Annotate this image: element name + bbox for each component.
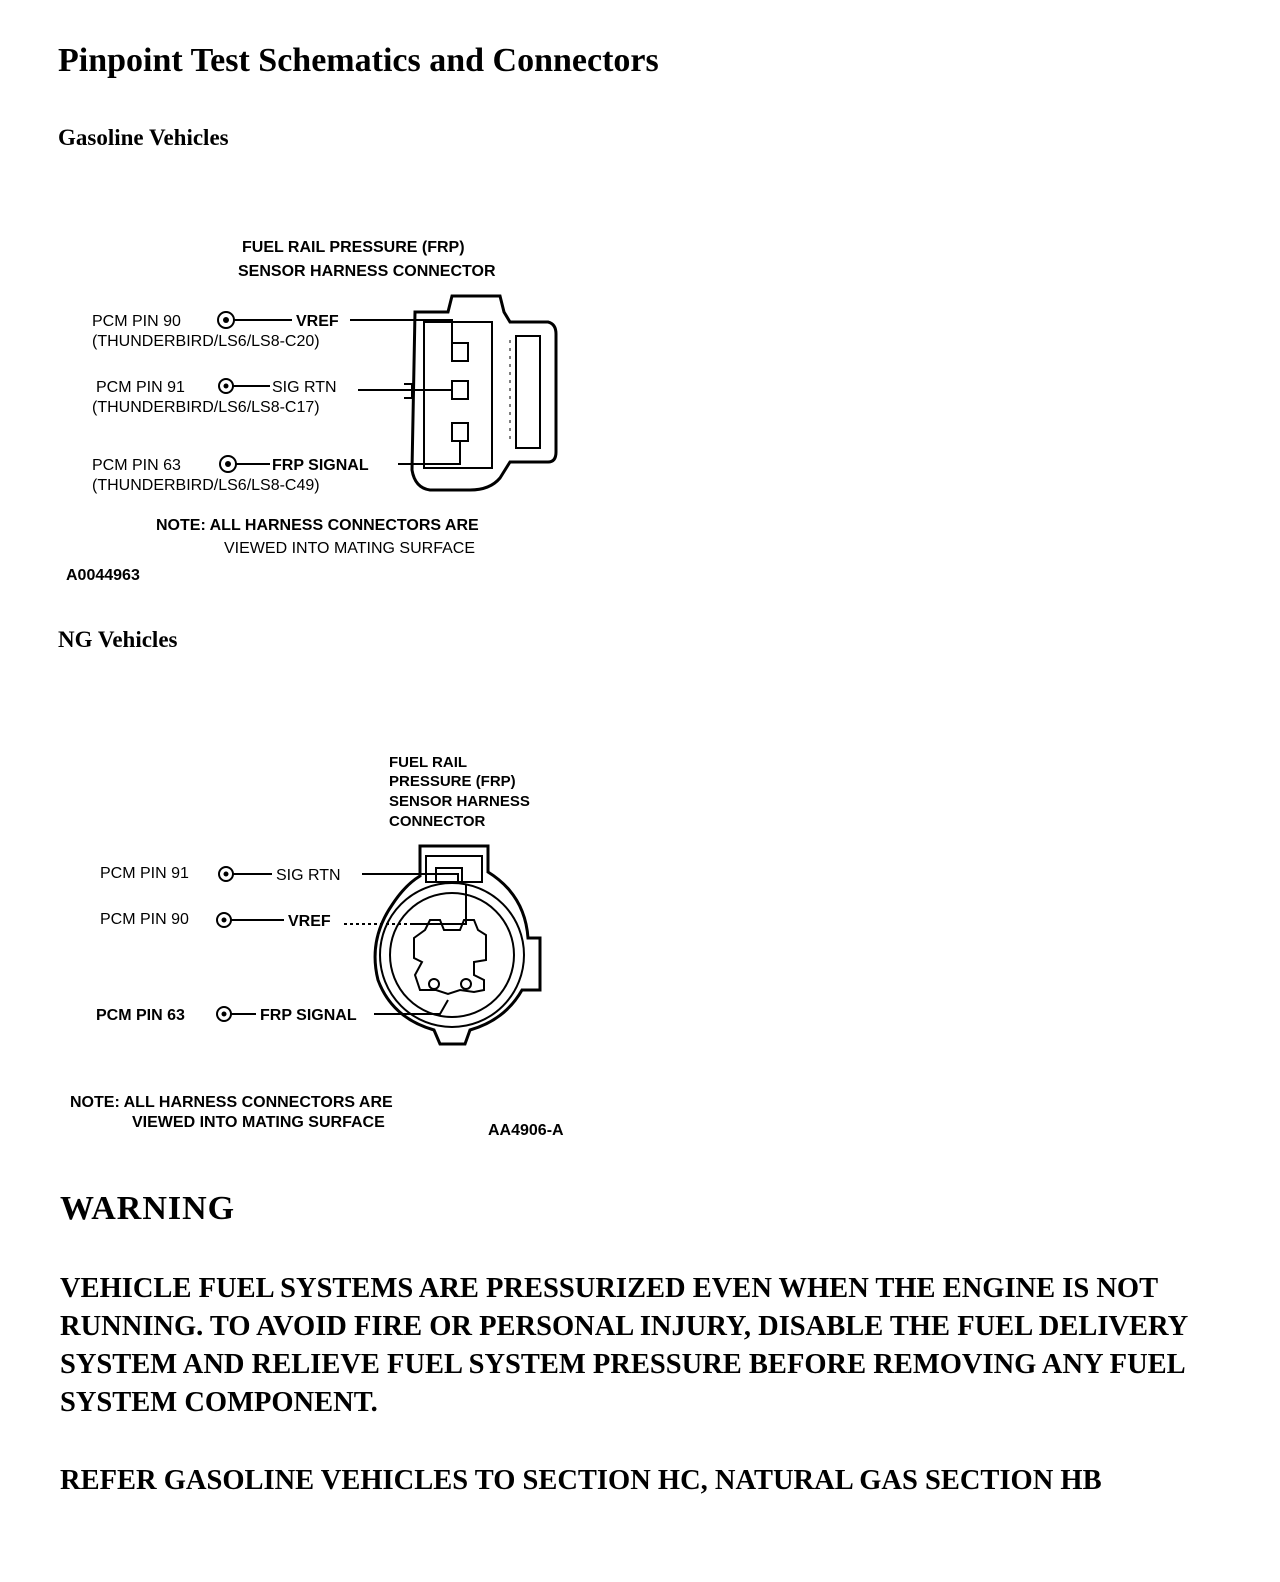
ng-connector-title-3: SENSOR HARNESS bbox=[389, 793, 530, 810]
ng-connector-title-1: FUEL RAIL bbox=[389, 754, 468, 771]
gas-pin-63-note: (THUNDERBIRD/LS6/LS8-C49) bbox=[92, 477, 320, 494]
gasoline-diagram bbox=[66, 239, 556, 584]
gas-pin-91-label: PCM PIN 91 bbox=[96, 379, 185, 396]
gas-note-1: NOTE: ALL HARNESS CONNECTORS ARE bbox=[156, 517, 479, 534]
ng-connector-title-4: CONNECTOR bbox=[389, 813, 486, 830]
gas-note-2: VIEWED INTO MATING SURFACE bbox=[224, 540, 475, 557]
gas-connector-title-2: SENSOR HARNESS CONNECTOR bbox=[238, 263, 496, 280]
ng-frp-signal-label: FRP SIGNAL bbox=[260, 1007, 357, 1024]
gas-vref-label: VREF bbox=[296, 313, 339, 330]
gas-connector-shape bbox=[404, 296, 556, 490]
ng-pin-91-label: PCM PIN 91 bbox=[100, 865, 189, 882]
gas-figure-id: A0044963 bbox=[66, 567, 140, 584]
ng-note-2: VIEWED INTO MATING SURFACE bbox=[132, 1114, 385, 1131]
ng-connector-title-2: PRESSURE (FRP) bbox=[389, 773, 516, 790]
ng-figure-id: AA4906-A bbox=[488, 1122, 564, 1139]
page-title: Pinpoint Test Schematics and Connectors bbox=[58, 42, 659, 79]
warning-heading: WARNING bbox=[60, 1190, 236, 1227]
ng-pin-90-label: PCM PIN 90 bbox=[100, 911, 189, 928]
ng-heading: NG Vehicles bbox=[58, 627, 178, 652]
gas-pin-90-note: (THUNDERBIRD/LS6/LS8-C20) bbox=[92, 333, 320, 350]
gas-pin-63-label: PCM PIN 63 bbox=[92, 457, 181, 474]
gas-pin-90-label: PCM PIN 90 bbox=[92, 313, 181, 330]
ng-sig-rtn-label: SIG RTN bbox=[276, 867, 341, 884]
gas-connector-title-1: FUEL RAIL PRESSURE (FRP) bbox=[242, 239, 465, 256]
gas-pin-91-note: (THUNDERBIRD/LS6/LS8-C17) bbox=[92, 399, 320, 416]
warning-text: VEHICLE FUEL SYSTEMS ARE PRESSURIZED EVEN WHEN THE ENGINE IS NOT RUNNING. TO AVOID FIRE OR PERSONAL INJURY, DISABLE THE FUEL DELIVERY SYSTEM AND RELIEVE FUEL SYSTEM PRESSURE BEFORE REMOVING ANY FUEL SYSTEM COMPONENT. bbox=[60, 1273, 1188, 1418]
refer-text: REFER GASOLINE VEHICLES TO SECTION HC, NATURAL GAS SECTION HB bbox=[60, 1465, 1102, 1496]
ng-vref-label: VREF bbox=[288, 913, 331, 930]
gasoline-heading: Gasoline Vehicles bbox=[58, 125, 229, 150]
ng-diagram bbox=[70, 754, 564, 1139]
gas-sig-rtn-label: SIG RTN bbox=[272, 379, 337, 396]
ng-note-1: NOTE: ALL HARNESS CONNECTORS ARE bbox=[70, 1094, 393, 1111]
gas-frp-signal-label: FRP SIGNAL bbox=[272, 457, 369, 474]
ng-pin-63-label: PCM PIN 63 bbox=[96, 1007, 185, 1024]
